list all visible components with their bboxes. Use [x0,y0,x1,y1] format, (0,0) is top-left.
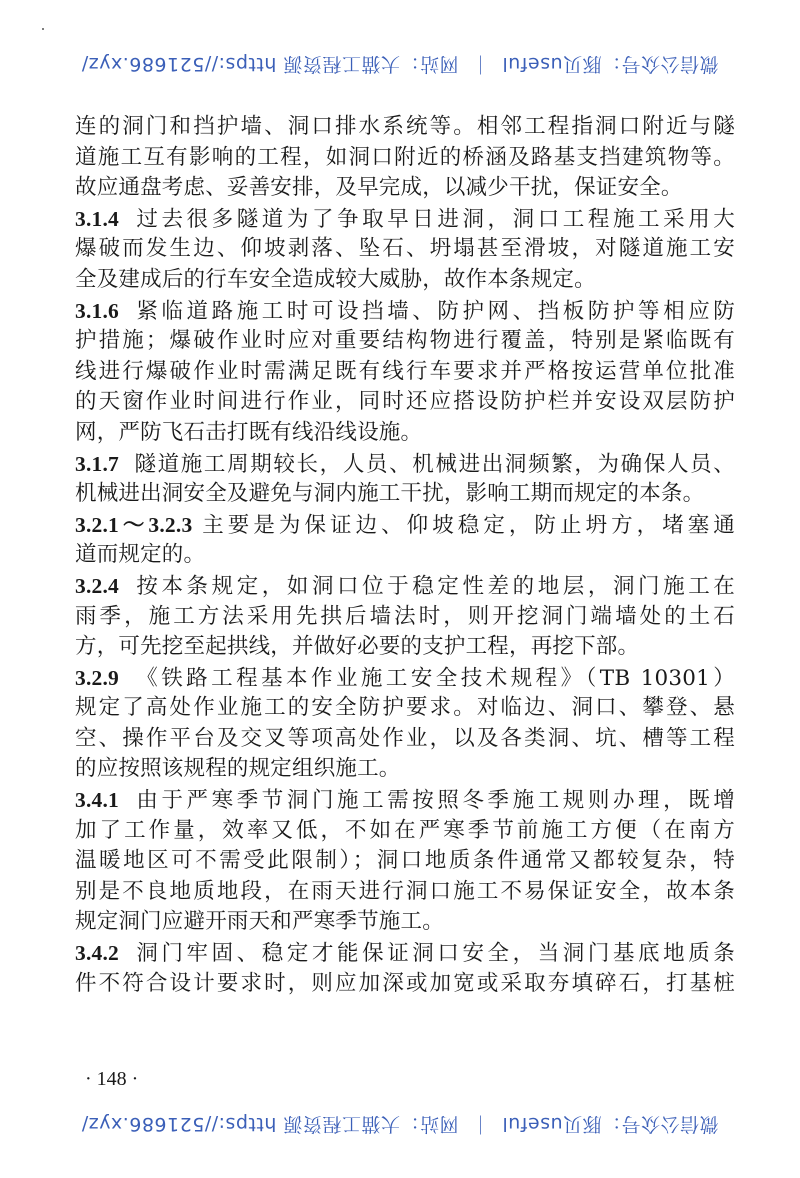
text-line: 道而规定的。 [75,542,206,568]
text-line: 隧道施工周期较长，人员、机械进出洞频繁，为确保人员、 [133,451,735,477]
text-line: 温暖地区可不需受此限制）；洞口地质条件通常又都较复杂，特 [75,848,735,874]
section-number: 3.2.4 [75,573,119,598]
text-line: 《铁路工程基本作业施工安全技术规程》（TB 10301） [133,665,735,691]
paragraph-3-4-1 [75,785,735,938]
text-line: 加了工作量，效率又低，不如在严寒季节前施工方便（在南方 [75,817,735,843]
text-line: 按本条规定，如洞口位于稳定性差的地层，洞门施工在 [133,573,735,599]
paragraph-3-4-2 [75,938,735,999]
paragraph-3-1-4 [75,204,735,296]
section-number: 3.2.1～3.2.3 [75,512,193,537]
watermark-wechat: 微信公众号：豚贝useful [501,53,719,75]
text-line: 规定了高处作业施工的安全防护要求。对临边、洞口、攀登、悬 [75,695,735,721]
watermark-wechat: 微信公众号：豚贝useful [501,1113,719,1135]
text-line: 连的洞门和挡护墙、洞口排水系统等。相邻工程指洞口附近与隧 [75,114,735,139]
text-line: 规定洞门应避开雨天和严寒季节施工。 [75,909,444,935]
section-number: 3.1.7 [75,451,119,476]
paragraph-3-1-7 [75,449,735,510]
text-line: 主要是为保证边、仰坡稳定，防止坍方，堵塞通 [198,512,735,538]
text-line: 雨季，施工方法采用先拱后墙法时，则开挖洞门端墙处的土石 [75,603,735,629]
text-line: 网，严防飞石击打既有线沿线设施。 [75,419,423,445]
section-number: 3.2.9 [75,665,119,690]
section-number: 3.4.1 [75,788,119,813]
section-number: 3.1.4 [75,206,119,231]
watermark-separator: ｜ [470,53,490,75]
text-line: 的天窗作业时间进行作业，同时还应搭设防护栏并安设双层防护 [75,389,735,415]
watermark-site: 网站：大猫工程资源 https://521686.xyz/ [81,53,459,75]
text-line: 紧临道路施工时可设挡墙、防护网、挡板防护等相应防 [133,298,735,324]
paragraph-3-2-9 [75,663,735,785]
page-body [75,112,735,999]
text-line: 护措施；爆破作业时应对重要结构物进行覆盖，特别是紧临既有 [75,328,735,354]
text-line: 空、操作平台及交叉等项高处作业，以及各类洞、坑、槽等工程 [75,725,735,751]
text-line: 过去很多隧道为了争取早日进洞，洞口工程施工采用大 [133,206,735,232]
section-number: 3.1.6 [75,298,119,323]
text-line: 全及建成后的行车安全造成较大威胁，故作本条规定。 [75,266,596,292]
page-number: · 148 · [85,1068,139,1090]
paragraph-continuation [75,112,735,204]
text-line: 线进行爆破作业时需满足既有线行车要求并严格按运营单位批准 [75,358,735,384]
text-line: 方，可先挖至起拱线，并做好必要的支护工程，再挖下部。 [75,634,640,660]
paragraph-3-1-6 [75,296,735,449]
text-line: 故应通盘考虑、妥善安排，及早完成，以减少干扰，保证安全。 [75,175,683,201]
paragraph-3-2-4 [75,571,735,663]
text-line: 洞门牢固、稳定才能保证洞口安全，当洞门基底地质条 [133,941,735,967]
text-line: 道施工互有影响的工程，如洞口附近的桥涵及路基支挡建筑物等。 [75,144,735,170]
text-line: 别是不良地质地段，在雨天进行洞口施工不易保证安全，故本条 [75,878,735,904]
text-line: 爆破而发生边、仰坡剥落、坠石、坍塌甚至滑坡，对隧道施工安 [75,236,735,262]
scan-speck [42,28,44,30]
watermark-site: 网站：大猫工程资源 https://521686.xyz/ [81,1113,459,1135]
text-line: 件不符合设计要求时，则应加深或加宽或采取夯填碎石，打基桩 [75,970,735,996]
watermark-top [0,52,800,79]
text-line: 的应按照该规程的规定组织施工。 [75,756,401,782]
watermark-bottom [0,1112,800,1139]
paragraph-3-2-1-to-3-2-3 [75,510,735,571]
watermark-separator: ｜ [470,1113,490,1135]
text-line: 由于严寒季节洞门施工需按照冬季施工规则办理，既增 [133,788,735,814]
text-line: 机械进出洞安全及避免与洞内施工干扰，影响工期而规定的本条。 [75,481,705,507]
section-number: 3.4.2 [75,941,119,966]
